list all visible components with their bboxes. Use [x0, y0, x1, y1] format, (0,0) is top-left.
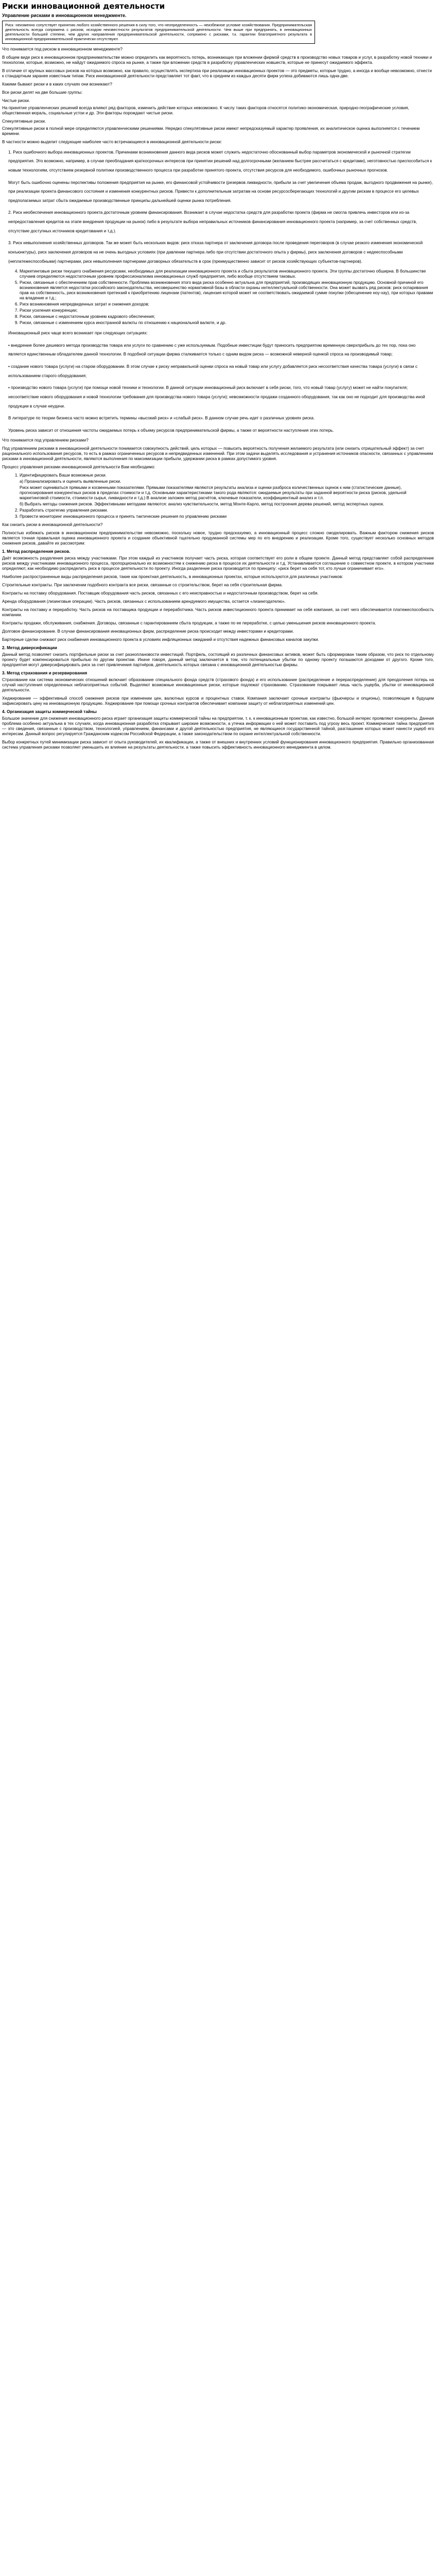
attitude-line: • производство нового товара (услуги) при помощи новой техники и технологии. В данной ситуации инновационный риск включает в себя риски, того, что новый товар (услугу) может не найти покупателя; несоответствие нового оборудования и новой технологии требования для производства нового товара (услуги); невозможности продажи созданного оборудования, так как оно не подходит для производства иной продукции в случае неудачи.	[8, 385, 425, 409]
attitude-intro: Инновационный риск чаще всего возникает при следующих ситуациях:	[8, 331, 148, 336]
method-text: Даёт возможность разделения риска между участниками. При этом каждый из участников получает часть риска, которая соответствует его роли в общем проекте. Данный метод представляет собой распределение рисков между участниками инновационного процесса, пропорционально их возможностям к снижению риска в процессе их деятельности и т.д. Устанавливается соглашение о совместном проекте, в котором участники определяют, как необходимо распределить риск в процессе деятельности по проекту. Иногда разделение риска производится по принципу: «риск берет на себя тот, кто лучше ограничивает его».	[2, 556, 434, 571]
list-item: 2. Разработать стратегию управления рисками.	[20, 508, 434, 513]
method-extra: Наиболее распространенные виды распределения рисков, такие как проектная деятельность, в инновационных проектах, которые используются для различных участников:	[2, 574, 343, 580]
list-item: б) Выбрать методы снижения рисков. Эффективными методами являются: анализ чувствительности, метод Монте-Карло, метод построения дерева решений, метод экспертных оценок.	[20, 502, 385, 507]
management-text: Под управлением рисками в инновационной деятельности понимается совокупность действий, цель которых — повысить вероятность получения желаемого результата (или снизить отрицательный эффект) за счет рационального использования ресурсов, то есть в рамках ограниченных ресурсов и непредвиденных изменений. При этом задачи выделять исследования и устранения источников опасности, связанных с управлением рисками в инновационной деятельности, являются выполнения по максимизации прибыли, удержании риска в рамках допустимого уровня.	[2, 446, 433, 462]
summary-box: Риск -неизменно сопутствует принятию любого хозяйственного решения в силу того, что неопределенность — неизбежное условие хозяйствования. Предпринимательская деятельность всегда сопряжена с риском, исходом неизвестности результатов предпринимательской деятельности. Чем выше при предпринять, в инновационных деятельности большей степени, чем других направления предпринимательской деятельности, сопряжено с рисками, т.к. гарантии благоприятного результата в инновационной предпринимательской практически отсутствуют.	[2, 21, 315, 44]
risk-kinds-list	[2, 269, 434, 326]
risk-paragraph: 2. Риск необеспечения инновационного проекта достаточным уровнем финансирования. Возникает в случае недостатка средств для разработки проекта (фирма не смогла привлечь инвесторов или из-за непредоставления кредитов на этапе внедрения продукции на рынок) либо в результате выбора неправильных источников финансирования инновационного проекта (например, за счет собственных средств, отсутствие доступных источников кредитования и т.д.).	[8, 210, 417, 233]
steps-list	[2, 473, 434, 519]
risk-paragraph: 3. Риск невыполнения хозяйственных договоров. Так же может быть нескольких видов: риск отказа партнера от заключения договора после проведения переговоров (в случае резкого изменения экономической конъюнктуры), риск заключения договоров на не очень выгодных условиях (при давлении партнера либо при отсутствии достаточного опыта у фирмы), риск заключения договоров с недееспособными (неплатежеспособными) партнерами, риск невыполнения партнерами договорных обязательств в срок (преимущественно зависит от рисков хозяйствующих субъектов-партнеров).	[8, 241, 423, 264]
method-title: 2. Метод диверсификации	[2, 646, 57, 651]
method-block	[2, 646, 434, 668]
attitude-line: В литературе по теории бизнеса часто можно встретить термины «высокий риск» и «слабый риск». В данном случае речь идет о различных уровнях риска.	[8, 416, 315, 421]
attitude-line: Уровень риска зависит от отношения частоты ожидаемых потерь к объему ресурсов предпринимательской фирмы, а также от вероятности наступления этих потерь.	[8, 428, 334, 433]
list-item: 9. Риски, связанные с изменением курса иностранной валюты по отношению к национальной валюте, и др.	[20, 320, 434, 326]
steps-intro: Процесс управления рисками инновационной деятельности Вам необходимо:	[2, 465, 155, 470]
group-text-pure: На принятие управленческих решений всегда влияют ряд факторов, изменить действие которых невозможно. К числу таких факторов относятся политико-экономическая, природно-географические условия, общественная мораль, социальные устои и др. Эти факторы порождают чистые риски.	[2, 105, 409, 115]
method-extra: Строительные контракты. При заключении подобного контракта все риски, связанные со строительством, берет на себя строительная фирма.	[2, 583, 283, 588]
risk-paragraph: 1. Риск ошибочного выбора инновационных проектов. Причинами возникновения данного вида рисков может служить недостаточно обоснованный выбор параметров экономической и рыночной стратегии предприятия. Это возможно, например, в случае преобладания краткосрочных интересов при принятии решений над долгосрочными (желанием быстрее рассчитаться с кредитами), неготовностью приспособиться к новым технологиям, отсутствием резервной политики производственного процесса при разработке принятого проекта, отсутствия ресурсов для необходимого, ошибочных рыночных прогнозов.	[8, 149, 432, 173]
list-item: 7. Риски усиления конкуренции;	[20, 308, 434, 313]
method-text: Страхование как система экономических отношений включает образование специального фонда средств (страхового фонда) и его использование (распределение и перераспределение) для преодоления потерь на случай наступления определенных неблагоприятных событий. Выделяют возможные инновационные риски, которые подлежат страхованию. Страхование покрывает лишь часть ущерба, убытки от инновационной деятельности.	[2, 677, 434, 693]
intro-paragraph: В общем виде риск в инновационном предпринимательстве можно определить как вероятность потерь, возникающих при вложении фирмой средств в производство новых товаров и услуг, в разработку новой техники и технологии, которые, возможно, не найдут ожидаемого спроса на рынке, а также при вложении средств в разработку управленческих новшеств, которые не принесут ожидаемого эффекта.	[2, 55, 432, 65]
methods-question: Как снизить риски в инновационной деятельности?	[2, 522, 103, 528]
method-title: 1. Метод распределения рисков.	[2, 549, 71, 554]
methods-intro: Полностью избежать рисков в инновационном предпринимательстве невозможно, поскольку новое, трудно предсказуемо, а инновационный процесс сложно смоделировать. Важным фактором снижения рисков является точная правильная оценка инновационного проекта и создание объективной тщательно продуманной системы мер по его внедрению и реализации. Кроме того, существует несколько основных методов снижения рисков, давайте их рассмотрим:	[2, 531, 434, 546]
method-text: Большое значение для снижения инновационного риска играет организация защиты коммерческой тайны на предприятии, т. к. к инновационным проектам, как известно, большой интерес проявляют конкуренты. Данная проблема особенно актуальна в тех случаях, когда инновационная разработка открывает широкие возможности, а утечка информации о ней может поставить под угрозу весь проект. Коммерческая тайна предприятия — это сведения, связанные с производством, технологией, управлением, финансами и другой деятельностью предприятия, не являющиеся государственной тайной, разглашение которых может нанести ущерб его интересам. Данный вопрос регулируется Гражданским кодексом Российской Федерации, а также законодательством по охране интеллектуальной собственности.	[2, 716, 434, 737]
method-extra: Контракты на поставку оборудования. Поставщик оборудования часть рисков, связанных с его неисправностью и недостаточным производством, берет на себя.	[2, 591, 319, 596]
intro-question: Какими бывают риски и в каких случаях они возникают?	[2, 81, 112, 87]
method-extra: Аренда оборудования (лизинговые операции). Часть рисков, связанных с использованием арендуемого имущества, остается «лизингодателю».	[2, 599, 286, 604]
list-item: 3. Провести мониторинг инновационного процесса и принять тактические решения по управлению рисками	[20, 514, 434, 519]
page-title: Риски инновационной деятельности	[2, 2, 165, 11]
article	[0, 0, 436, 755]
attitude-line: • внедрение более дешевого метода производства товара или услуги по сравнению с уже используемым. Подобные инвестиции будут приносить предприятию временную сверхприбыль до тех пор, пока оно является единственным обладателем данной технологии. В подобной ситуации фирма сталкивается только с одним видом риска — возможной неверной оценкой спроса на производимый товар;	[8, 343, 416, 357]
list-item: 1. Идентифицировать Ваши возможные риски.	[20, 473, 434, 478]
group-heading-pure: Чистые риски.	[2, 98, 30, 103]
list-item: 6. Риск возникновения непредвиденных затрат и снижения доходов;	[20, 302, 434, 307]
attitude-line: • создание нового товара (услуги) на старом оборудовании. В этом случае к риску неправильной оценки спроса на новый товар или услугу добавляется риск несоответствия качества товара (услуги) в связи с использованием старого оборудования;	[8, 364, 417, 378]
method-title: 4. Организация защиты коммерческой тайны	[2, 709, 97, 715]
group-heading-spec: Спекулятивные риски.	[2, 118, 46, 124]
risk-list-intro: В частности можно выделит следующие наиболее часто встречающиеся в инновационной деятельности риски:	[2, 139, 222, 144]
list-item: 4. Маркетинговые риски текущего снабжения ресурсами, необходимых для реализации инновационного проекта и сбыта результатов инновационного проекта. Эти группы достаточно обширна. В большинстве случаев определяются недостаточным уровнем профессионализма инновационных служб предприятия, либо вообще отсутствием таковых.	[20, 269, 434, 279]
list-item: 8. Риски, связанные с недостаточным уровнем кадрового обеспечения;	[20, 314, 434, 319]
method-extra: Выбор конкретных путей минимизации риска зависит от опыта руководителей, их квалификации, а также от внешних и внутренних условий функционирования инновационного предприятия. Правильно организованная система управления рисками позволяет уменьшить их влияние на результаты деятельности, а также повысить эффективность инновационного менеджмента в целом.	[2, 740, 434, 750]
list-item: 5. Риски, связанные с обеспечением прав собственности. Проблема возникновения этого вида риска особенно актуальна для предприятий, производящих инновационную продукцию. Основной причиной его возникновения является недостатки российского законодательства, несовершенство нормативной базы в области охраны интеллектуальной собственности. Она может вызвать ряд рисков: риск оспаривания прав на собственность, риск возникновения претензий к приобретению лицензии (патентов), лицензия которой может не соответствовать ожидаемой сумме покупки (обесценение ноу-хау), при которых правами на владение и т.д.;	[20, 280, 434, 301]
method-extra: Долговое финансирование. В случае финансирования инновационных фирм, распределение риска происходит между инвесторами и кредиторами.	[2, 629, 294, 634]
method-block	[2, 671, 434, 706]
intro-question: Что понимается под риском в инновационном менеджменте?	[2, 46, 123, 52]
method-block	[2, 709, 434, 750]
page-subtitle: Управление рисками в инновационном менеджменте.	[2, 12, 127, 18]
method-title: 3. Метод страхования и резервирования	[2, 671, 88, 676]
method-extra: Хеджирование — эффективный способ снижения рисков при изменении цен, валютных курсов и процентных ставок. Компания заключает срочные контракты (фьючерсы и опционы), позволяющие в будущем зафиксировать цену на инновационную продукцию. Хеджирование при помощи срочных контрактов обеспечивает компании защиту от неблагоприятных изменений цен.	[2, 696, 434, 706]
intro-paragraph: Все риски делят на две большие группы:	[2, 90, 83, 95]
method-text: Данный метод позволяет снизить портфельные риски за счет разноплановости инвестиций. Портфель, состоящий из различных финансовых активов, может быть сформирован таким образом, что риск по отдельному проекту будет компенсироваться прибылью по другим проектам. Иначе говоря, данный метод заключается в том, что потенциальные убытки по одному проекту погашаются доходами от другого. Кроме того, предприятия могут диверсифицировать риск за счет привлечения партнёров, деятельность которых связана с инновационной деятельностью фирмы.	[2, 652, 434, 668]
method-extra: Бартерные сделки снижают риск снабжения инновационного проекта в условиях инфляционных ожиданий и отсутствия надежных финансовых каналов закупки.	[2, 637, 319, 642]
list-item: а) Проанализировать и оценить выявленные риски.	[20, 479, 121, 484]
method-block	[2, 549, 434, 642]
method-extra: Контракты на поставку и переработку. Часть рисков на поставщика продукции и переработчика. Часть рисков инвестиционного проекта принимает на себя компания, за счет чего обеспечивается платежеспособность компании.	[2, 607, 434, 618]
risk-section	[2, 148, 434, 266]
group-text-spec: Спекулятивные риски в полной мере определяются управленческими решениями. Нередко спекулятивные риски имеют непредсказуемый характер проявления, их аналитическое оценка выполняется с течением времени.	[2, 126, 420, 136]
management-question: Что понимается под управлением рисками?	[2, 438, 89, 443]
method-extra: Контракты продажи, обслуживания, снабжения. Договоры, связанные с гарантированием сбыта продукции, а также по ее переработке, с целью уменьшения рисков инновационного проекта.	[2, 621, 376, 626]
risk-paragraph: Могут быть ошибочно оценены перспективы положения предприятия на рынке, его финансовой устойчивости (резервов ликвидности, прибыли за счет увеличения объема продаж, выгодного продвижения на рынке), при реализации проекта финансового состояния и изменения конкурентных рисков. Привести к дополнительным затратам на основе ресурсосберегающих технологий и другим рискам в процессе его целевых предполагаемых затрат сбыта ожидаемые производственные принципы дальнейшей оценки рынка потребления.	[8, 180, 433, 203]
attitude-section	[2, 329, 434, 435]
intro-paragraph: В отличие от крупных массовых рисков на которых возможно, как правило, осуществлять экспертиза при реализации инновационных проектов — это предметы, которые трудно, а иногда и вообще невозможно, отнести к стандартным заранее известным типам. Риск инновационной деятельности представляет тот факт, что в среднем из каждых десяти фирм успеха добиваются лишь одна-две.	[2, 68, 432, 78]
list-item: Риск может оцениваться прямыми и косвенными показателями. Прямыми показателями являются результаты анализа и оценки разброса количественных оценок к ним (статистические данные), прогнозирования конкурентных рисков в пределах стоимости и т.д. Основными характеристиками такого рода являются: ожидаемые результаты при заданной вероятности риска (рисков, удельной маркетинговой стоимости, стоимости сырья, ликвидности и т.д.) В анализе заложен метод расчётов, ключевые показатели, коэффициентный анализ и т.п.	[20, 485, 407, 501]
